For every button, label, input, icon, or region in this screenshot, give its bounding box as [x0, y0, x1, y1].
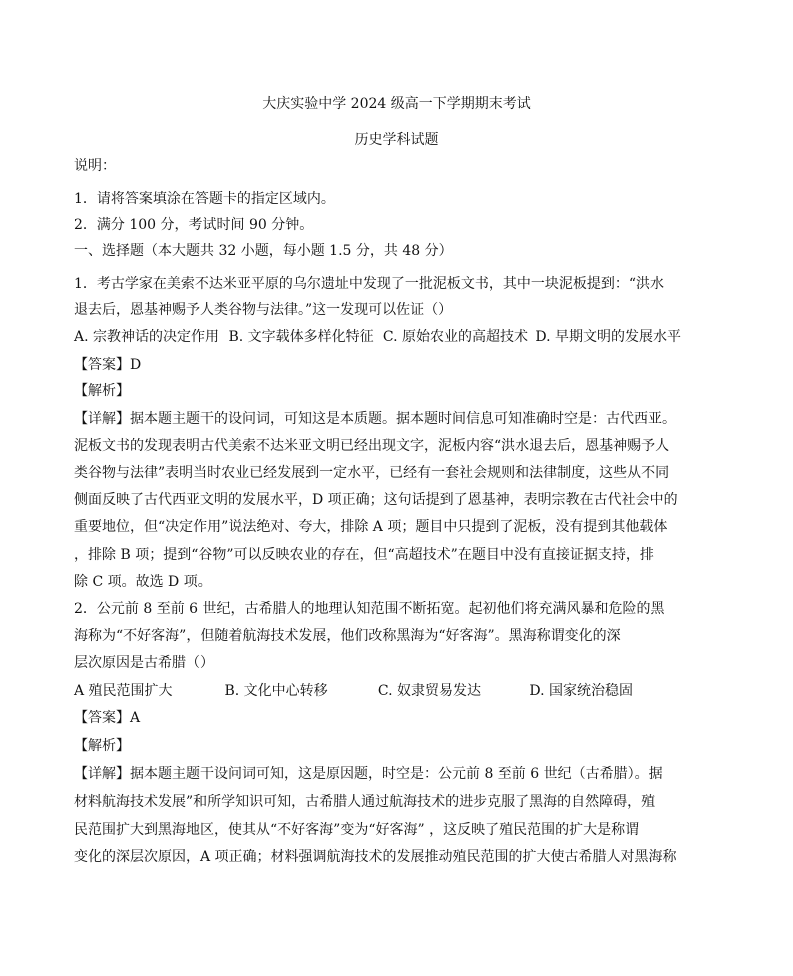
q1-detail-line-6: ，排除 B 项；提到“谷物”可以反映农业的存在，但“高超技术”在题目中没有直接证据支持，排: [74, 547, 654, 563]
q1-detail-line-5: 重要地位，但“决定作用”说法绝对、夸大，排除 A 项；题目中只提到了泥板，没有提到其他载体: [74, 519, 668, 535]
q2-stem-line-3: 层次原因是古希腊（）: [74, 655, 214, 671]
q2-detail-line-1: 【详解】据本题主题干设问词可知，这是原因题，时空是：公元前 8 至前 6 世纪（古希腊）。据: [74, 766, 663, 782]
q2-options: [74, 681, 633, 701]
q2-detail-line-4: 变化的深层次原因，A 项正确；材料强调航海技术的发展推动殖民范围的扩大使古希腊人对黑海称: [74, 849, 677, 865]
exam-title: 大庆实验中学 2024 级高一下学期期末考试: [262, 96, 531, 112]
q1-answer: 【答案】D: [74, 357, 142, 373]
note-1: 1．请将答案填涂在答题卡的指定区域内。: [74, 191, 335, 207]
q2-option-b: B. 文化中心转移: [224, 683, 328, 699]
q1-detail-line-1: 【详解】据本题主题干的设问词，可知这是本质题。据本题时间信息可知准确时空是：古代西亚。: [74, 411, 676, 427]
q1-stem-line-1: 1．考古学家在美索不达米亚平原的乌尔遗址中发现了一批泥板文书，其中一块泥板提到：“洪水: [74, 276, 665, 292]
q1-detail-line-4: 侧面反映了古代西亚文明的发展水平，D 项正确；这句话提到了恩基神，表明宗教在古代社会中的: [74, 492, 678, 508]
q1-option-c: C. 原始农业的高超技术: [382, 329, 529, 345]
q2-analysis-label: 【解析】: [74, 738, 130, 754]
q2-option-d: D. 国家统治稳固: [529, 683, 633, 699]
q1-option-b: B. 文字载体多样化特征: [228, 329, 374, 345]
q1-option-a: A. 宗教神话的决定作用: [74, 329, 220, 345]
q1-analysis-label: 【解析】: [74, 383, 130, 399]
exam-subtitle: 历史学科试题: [354, 132, 439, 148]
note-2: 2．满分 100 分，考试时间 90 分钟。: [74, 217, 314, 233]
q2-detail-line-3: 民范围扩大到黑海地区，使其从“不好客海”变为“好客海” ，这反映了殖民范围的扩大是称谓: [74, 822, 640, 838]
q2-answer: 【答案】A: [74, 710, 141, 726]
q1-option-d: D. 早期文明的发展水平: [535, 329, 681, 345]
section-heading: 一、选择题（本大题共 32 小题，每小题 1.5 分，共 48 分）: [74, 243, 453, 259]
q2-option-c: C. 奴隶贸易发达: [377, 683, 482, 699]
q1-detail-line-3: 类谷物与法律”表明当时农业已经发展到一定水平，已经有一套社会规则和法律制度，这些从不同: [74, 465, 670, 481]
q2-option-a: A 殖民范围扩大: [74, 683, 173, 699]
q2-stem-line-2: 海称为“不好客海”，但随着航海技术发展，他们改称黑海为“好客海”。黑海称谓变化的深: [74, 628, 621, 644]
intro-label: 说明：: [74, 158, 116, 174]
q2-stem-line-1: 2．公元前 8 至前 6 世纪，古希腊人的地理认知范围不断拓宽。起初他们将充满风暴和危险的黑: [74, 601, 665, 617]
q2-detail-line-2: 材料航海技术发展”和所学知识可知，古希腊人通过航海技术的进步克服了黑海的自然障碍，殖: [74, 794, 656, 810]
q1-detail-line-7: 除 C 项。故选 D 项。: [74, 574, 212, 590]
q1-detail-line-2: 泥板文书的发现表明古代美索不达米亚文明已经出现文字，泥板内容“洪水退去后，恩基神赐予人: [74, 438, 670, 454]
q1-stem-line-2: 退去后，恩基神赐予人类谷物与法律。”这一发现可以佐证（）: [74, 302, 453, 318]
q1-options: [74, 327, 681, 347]
